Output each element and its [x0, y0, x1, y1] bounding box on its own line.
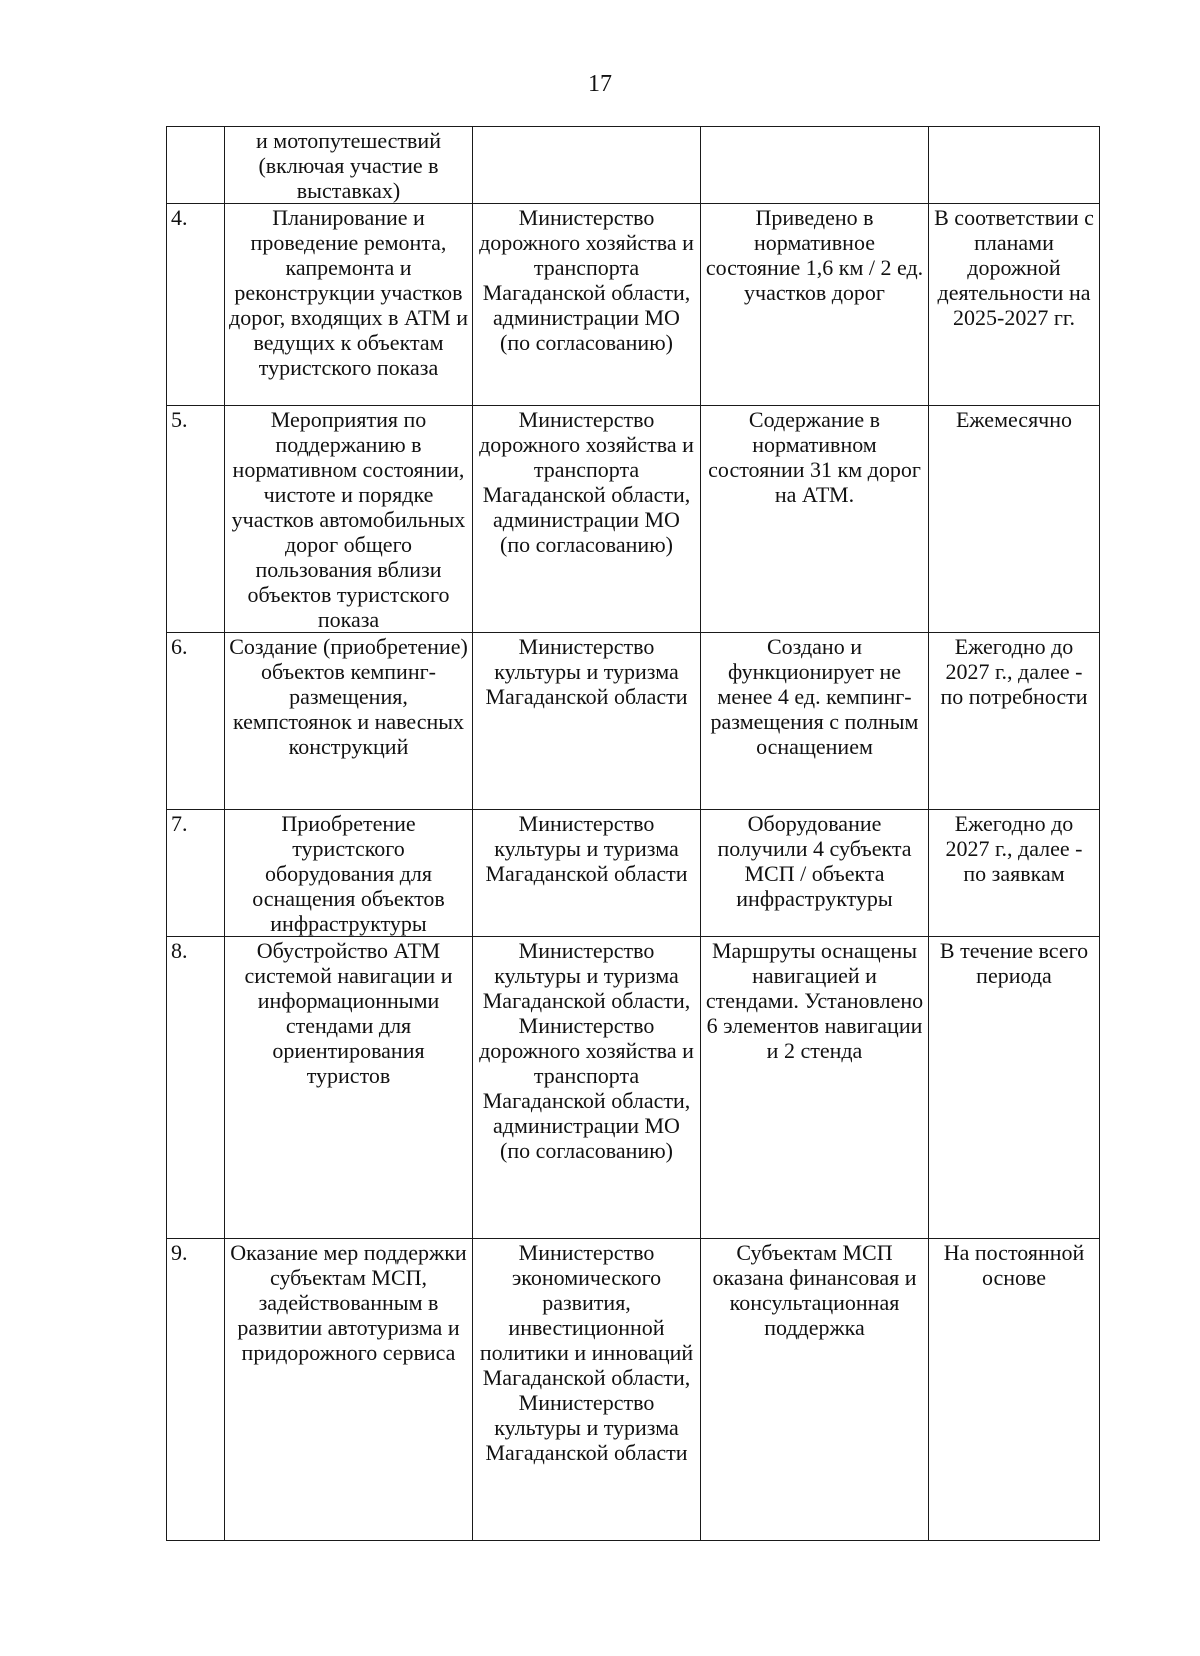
result-cell: Субъектам МСП оказана финансовая и консультационная поддержка	[701, 1239, 929, 1541]
row-number-cell: 6.	[167, 633, 225, 810]
page-number: 17	[588, 71, 612, 97]
term-cell: Ежемесячно	[929, 406, 1100, 633]
row-number-cell	[167, 127, 225, 204]
table-row	[167, 204, 1100, 406]
executor-cell: Министерство культуры и туризма Магаданской области, Министерство дорожного хозяйства и транспорта Магаданской области, администрации МО (по согласованию)	[473, 937, 701, 1239]
result-cell: Маршруты оснащены навигацией и стендами. Установлено 6 элементов навигации и 2 стенда	[701, 937, 929, 1239]
row-number-cell: 7.	[167, 810, 225, 937]
event-cell: Оказание мер поддержки субъектам МСП, задействованным в развитии автотуризма и придорожного сервиса	[225, 1239, 473, 1541]
result-cell: Оборудование получили 4 субъекта МСП / объекта инфраструктуры	[701, 810, 929, 937]
event-cell: Обустройство АТМ системой навигации и информационными стендами для ориентирования туристов	[225, 937, 473, 1239]
measures-table	[166, 126, 1100, 1541]
row-number-cell: 4.	[167, 204, 225, 406]
event-cell: Приобретение туристского оборудования для оснащения объектов инфраструктуры	[225, 810, 473, 937]
term-cell: В течение всего периода	[929, 937, 1100, 1239]
table-row	[167, 1239, 1100, 1541]
term-cell: На постоянной основе	[929, 1239, 1100, 1541]
executor-cell: Министерство экономического развития, инвестиционной политики и инноваций Магаданской области, Министерство культуры и туризма Магаданской области	[473, 1239, 701, 1541]
event-cell: и мотопутешествий (включая участие в выставках)	[225, 127, 473, 204]
executor-cell: Министерство культуры и туризма Магаданской области	[473, 633, 701, 810]
table-row	[167, 406, 1100, 633]
executor-cell: Министерство культуры и туризма Магаданской области	[473, 810, 701, 937]
row-number-cell: 5.	[167, 406, 225, 633]
executor-cell: Министерство дорожного хозяйства и транспорта Магаданской области, администрации МО (по согласованию)	[473, 406, 701, 633]
result-cell	[701, 127, 929, 204]
event-cell: Планирование и проведение ремонта, капремонта и реконструкции участков дорог, входящих в АТМ и ведущих к объектам туристского показа	[225, 204, 473, 406]
table-row	[167, 810, 1100, 937]
row-number-cell: 8.	[167, 937, 225, 1239]
table-row	[167, 127, 1100, 204]
result-cell: Создано и функционирует не менее 4 ед. кемпинг-размещения с полным оснащением	[701, 633, 929, 810]
result-cell: Содержание в нормативном состоянии 31 км дорог на АТМ.	[701, 406, 929, 633]
executor-cell: Министерство дорожного хозяйства и транспорта Магаданской области, администрации МО (по согласованию)	[473, 204, 701, 406]
event-cell: Мероприятия по поддержанию в нормативном состоянии, чистоте и порядке участков автомобильных дорог общего пользования вблизи объектов туристского показа	[225, 406, 473, 633]
event-cell: Создание (приобретение) объектов кемпинг-размещения, кемпстоянок и навесных конструкций	[225, 633, 473, 810]
executor-cell	[473, 127, 701, 204]
result-cell: Приведено в нормативное состояние 1,6 км / 2 ед. участков дорог	[701, 204, 929, 406]
table-row	[167, 937, 1100, 1239]
term-cell: Ежегодно до 2027 г., далее - по заявкам	[929, 810, 1100, 937]
term-cell: Ежегодно до 2027 г., далее - по потребности	[929, 633, 1100, 810]
term-cell: В соответствии с планами дорожной деятельности на 2025-2027 гг.	[929, 204, 1100, 406]
table-row	[167, 633, 1100, 810]
row-number-cell: 9.	[167, 1239, 225, 1541]
term-cell	[929, 127, 1100, 204]
